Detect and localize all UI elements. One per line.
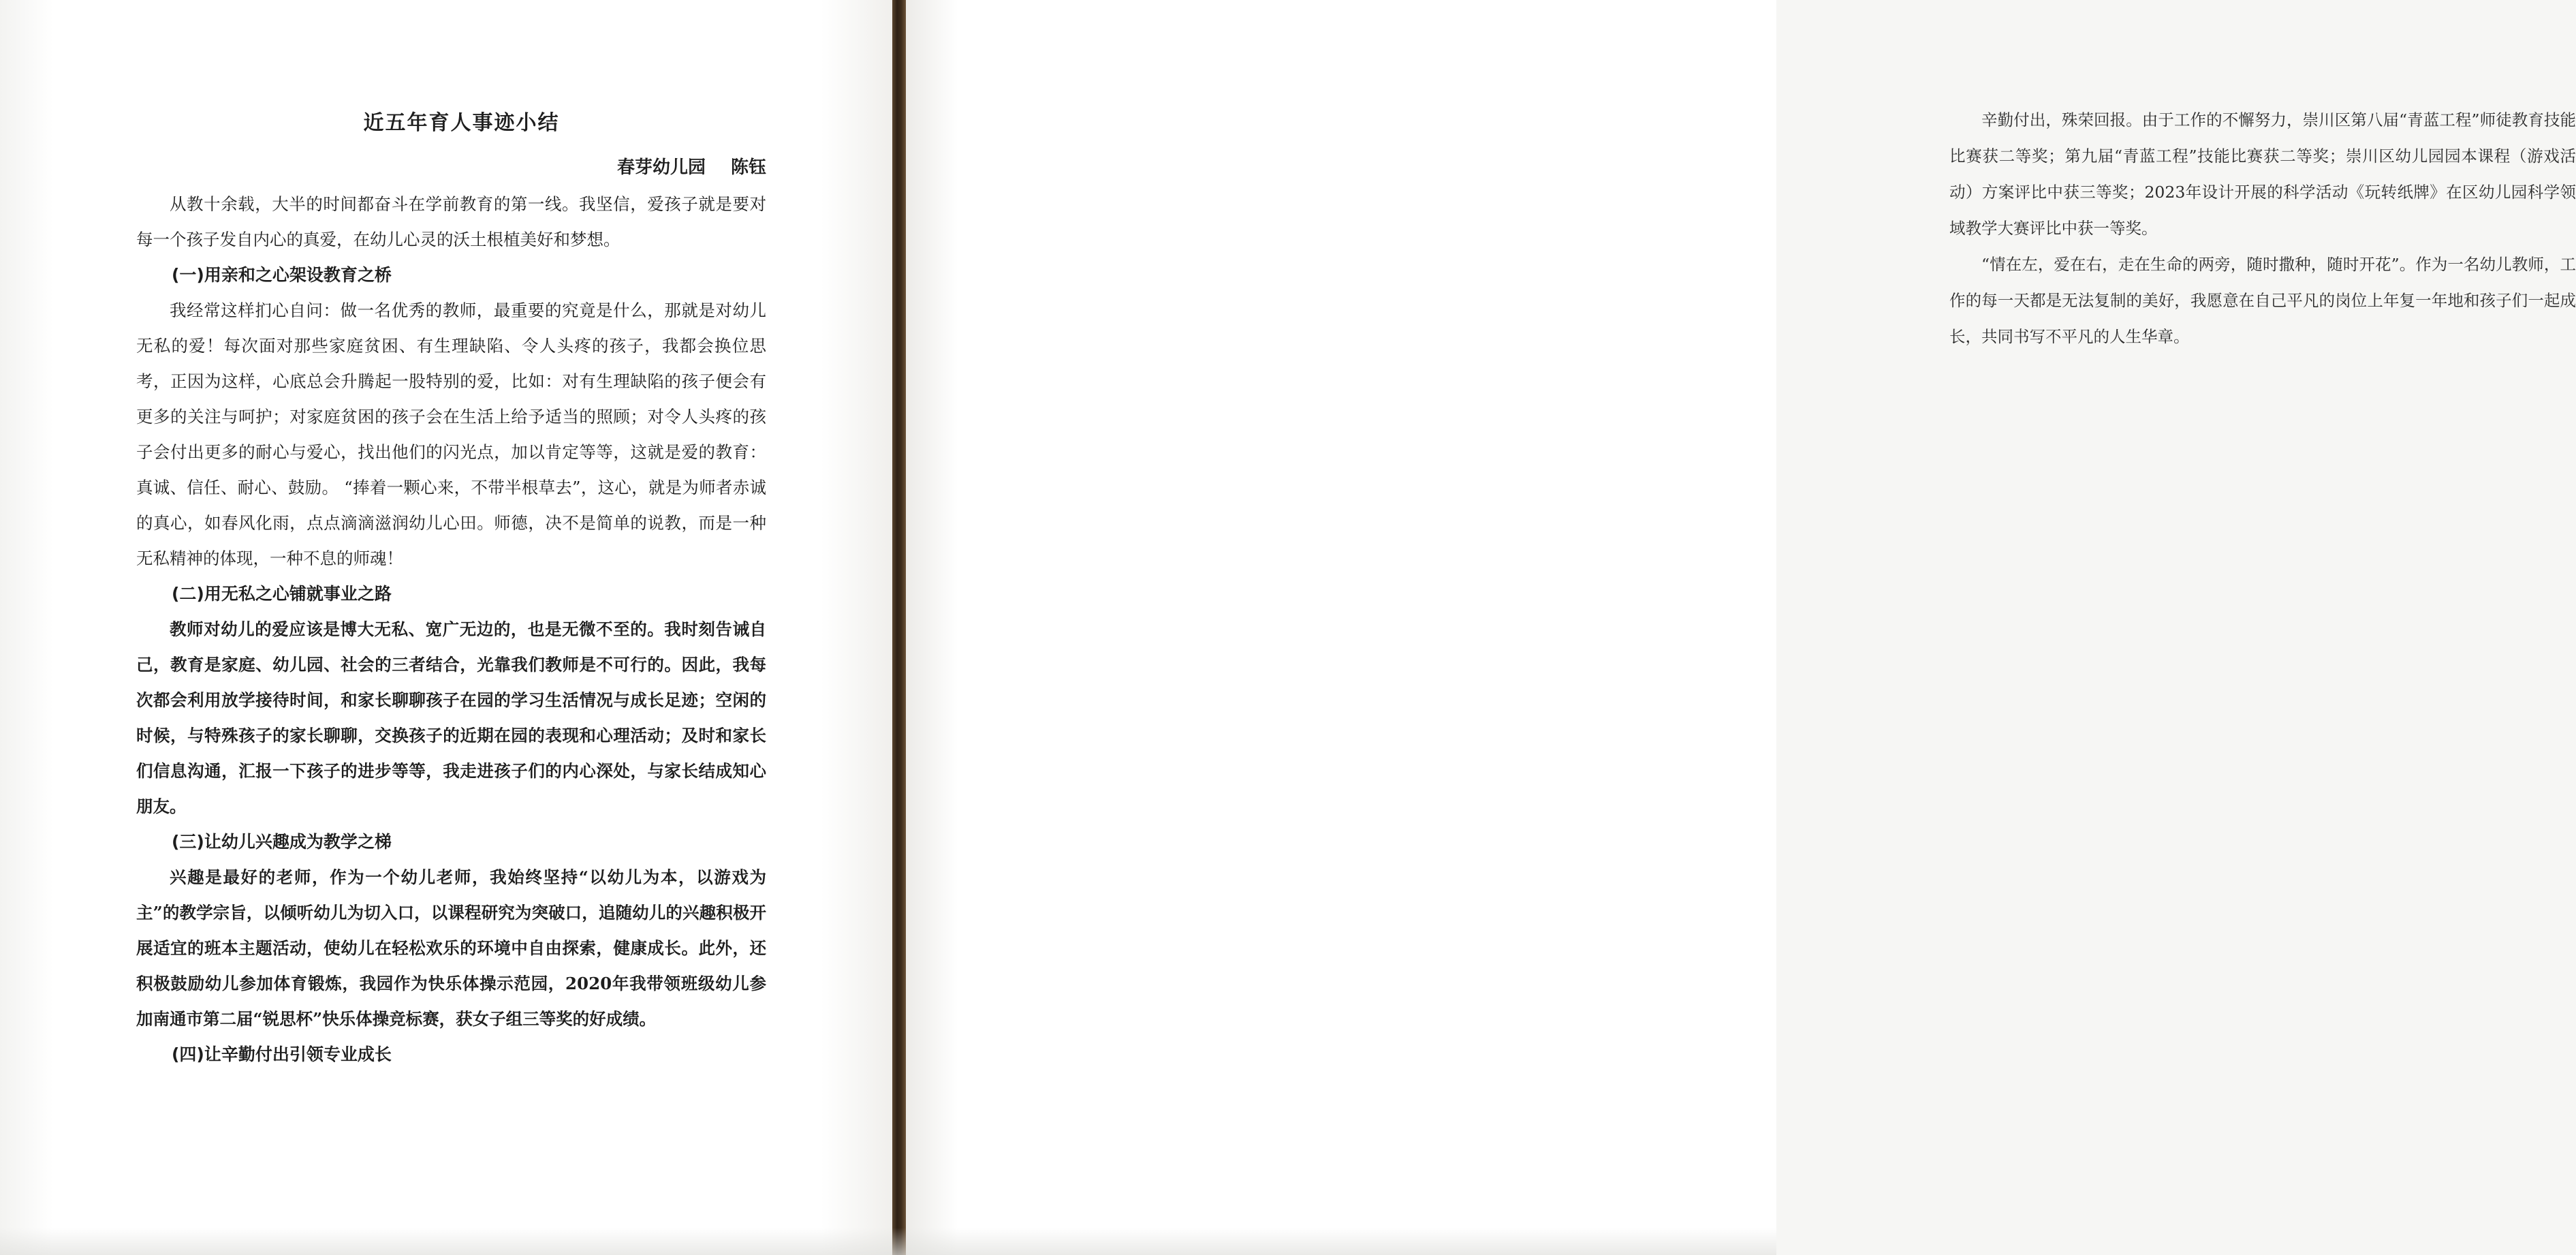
right-page-content [1949, 102, 2576, 355]
section-body-2: 教师对幼儿的爱应该是博大无私、宽广无边的，也是无微不至的。我时刻告诫自己，教育是家庭、幼儿园、社会的三者结合，光靠我们教师是不可行的。因此，我每次都会利用放学接待时间，和家长聊聊孩子在园的学习生活情况与成长足迹；空闲的时候，与特殊孩子的家长聊聊，交换孩子的近期在园的表现和心理活动；及时和家长们信息沟通，汇报一下孩子的进步等等，我走进孩子们的内心深处，与家长结成知心朋友。 [136, 619, 766, 816]
intro-paragraph: 从教十余载，大半的时间都奋斗在学前教育的第一线。我坚信，爱孩子就是要对每一个孩子发自内心的真爱，在幼儿心灵的沃土根植美好和梦想。 [136, 194, 766, 249]
section-body-3: 兴趣是最好的老师，作为一个幼儿老师，我始终坚持“以幼儿为本，以游戏为主”的教学宗旨，以倾听幼儿为切入口，以课程研究为突破口，追随幼儿的兴趣积极开展适宜的班本主题活动，使幼儿在轻松欢乐的环境中自由探索，健康成长。此外，还积极鼓励幼儿参加体育锻炼，我园作为快乐体操示范园，2020年我带领班级幼儿参加南通市第二届“锐思杯”快乐体操竞标赛，获女子组三等奖的好成绩。 [136, 867, 766, 1029]
right-paragraph-1: 辛勤付出，殊荣回报。由于工作的不懈努力，崇川区第八届“青蓝工程”师徒教育技能比赛获二等奖；第九届“青蓝工程”技能比赛获二等奖；崇川区幼儿园园本课程（游戏活动）方案评比中获三等奖；2023年设计开展的科学活动《玩转纸牌》在区幼儿园科学领域教学大赛评比中获一等奖。 [1949, 110, 2576, 238]
left-page [0, 0, 892, 1255]
left-page-content [136, 106, 766, 1072]
section-heading-2: (二)用无私之心铺就事业之路 [172, 584, 392, 604]
book-spine [892, 0, 906, 1255]
author-line: 春芽幼儿园 陈钰 [616, 157, 766, 178]
section-body-1: 我经常这样扪心自问：做一名优秀的教师，最重要的究竟是什么，那就是对幼儿无私的爱！每次面对那些家庭贫困、有生理缺陷、令人头疼的孩子，我都会换位思考，正因为这样，心底总会升腾起一股特别的爱，比如：对有生理缺陷的孩子便会有更多的关注与呵护；对家庭贫困的孩子会在生活上给予适当的照顾；对令人头疼的孩子会付出更多的耐心与爱心，找出他们的闪光点，加以肯定等等，这就是爱的教育：真诚、信任、耐心、鼓励。 “捧着一颗心来，不带半根草去”，这心，就是为师者赤诚的真心，如春风化雨，点点滴滴滋润幼儿心田。师德，决不是简单的说教，而是一种无私精神的体现，一种不息的师魂！ [136, 300, 766, 568]
document-title: 近五年育人事迹小结 [363, 111, 560, 135]
right-paragraph-2: “情在左，爱在右，走在生命的两旁，随时撒种，随时开花”。作为一名幼儿教师，工作的每一天都是无法复制的美好，我愿意在自己平凡的岗位上年复一年地和孩子们一起成长，共同书写不平凡的人生华章。 [1949, 255, 2576, 346]
section-heading-1: (一)用亲和之心架设教育之桥 [172, 265, 392, 285]
right-page [906, 0, 2576, 1255]
section-heading-4: (四)让辛勤付出引领专业成长 [172, 1044, 392, 1064]
section-heading-3: (三)让幼儿兴趣成为教学之梯 [172, 832, 392, 852]
